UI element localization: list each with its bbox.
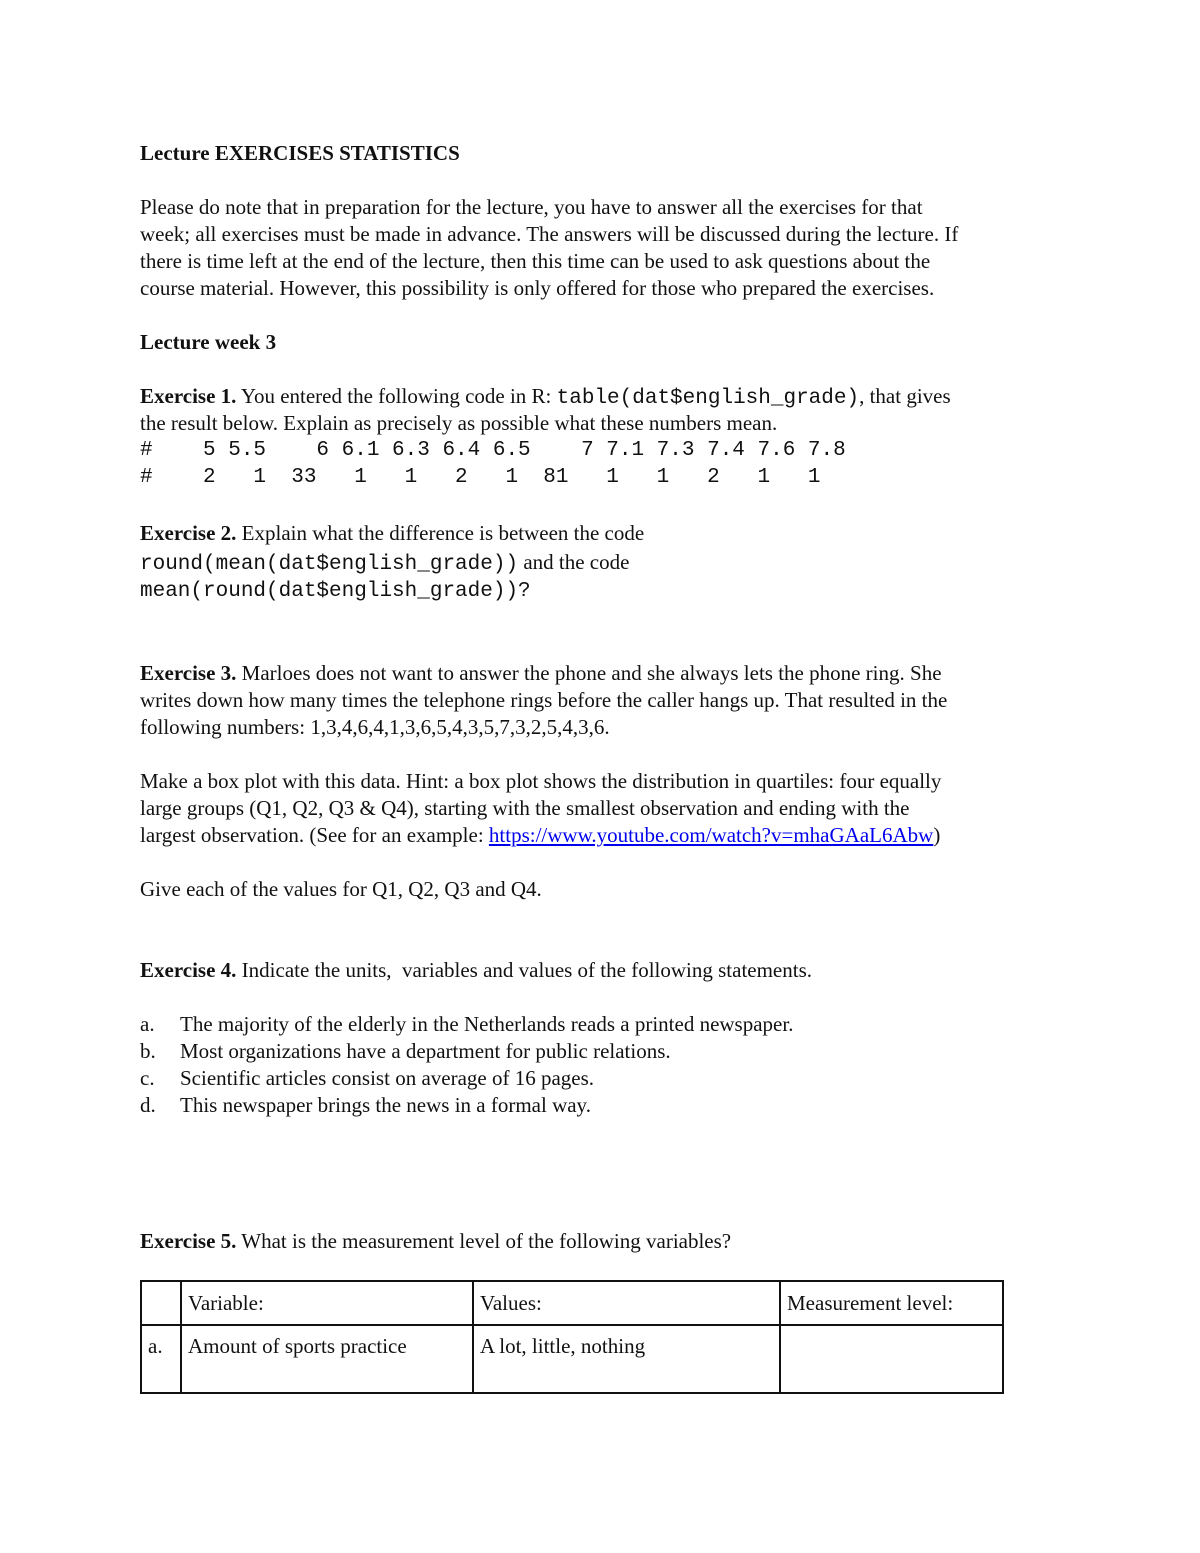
table-header-cell — [141, 1281, 181, 1325]
exercise-2-code-2: mean(round(dat$english_grade))? — [140, 580, 531, 603]
table-header-cell: Variable: — [181, 1281, 473, 1325]
list-item — [140, 1038, 671, 1065]
exercise-4-text: Indicate the units, variables and values of the following statements. — [236, 958, 813, 982]
exercise-5-text: What is the measurement level of the following variables? — [236, 1229, 732, 1253]
table-header-cell: Measurement level: — [780, 1281, 1003, 1325]
intro-line-1: Please do note that in preparation for the lecture, you have to answer all the exercises for that — [140, 195, 923, 219]
exercise-1-text-b: , that gives — [859, 384, 951, 408]
exercise-3-label: Exercise 3. — [140, 661, 237, 685]
list-item-text: Most organizations have a department for public relations. — [180, 1039, 671, 1063]
table-row — [141, 1325, 1003, 1393]
table-header-cell: Values: — [473, 1281, 780, 1325]
exercise-3-hint-line-2: large groups (Q1, Q2, Q3 & Q4), starting with the smallest observation and ending with the — [140, 796, 910, 820]
exercise-2-line-1 — [140, 520, 644, 547]
exercise-2-code-1: round(mean(dat$english_grade)) — [140, 553, 519, 576]
exercise-3-text-1: Marloes does not want to answer the phone and she always lets the phone ring. She — [236, 661, 942, 685]
list-item-text: This newspaper brings the news in a formal way. — [180, 1093, 591, 1117]
exercise-2-text: Explain what the difference is between the code — [236, 521, 645, 545]
list-item — [140, 1092, 591, 1119]
exercise-3-line-1 — [140, 660, 942, 687]
list-marker: b. — [140, 1039, 156, 1063]
table-cell: a. — [141, 1325, 181, 1393]
exercise-5-label: Exercise 5. — [140, 1229, 237, 1253]
exercise-2-label: Exercise 2. — [140, 521, 237, 545]
exercise-2-line-2 — [140, 547, 629, 580]
table-cell: Amount of sports practice — [181, 1325, 473, 1393]
table-cell-answer[interactable] — [780, 1325, 1003, 1393]
exercise-4-line-1 — [140, 957, 812, 984]
exercise-1-line-1 — [140, 383, 951, 412]
document-title: Lecture EXERCISES STATISTICS — [140, 141, 460, 165]
exercise-1-label: Exercise 1. — [140, 384, 237, 408]
week-heading: Lecture week 3 — [140, 330, 277, 354]
exercise-3-hint-line-3 — [140, 822, 940, 849]
list-marker: d. — [140, 1093, 156, 1117]
exercise-3-line-3: following numbers: 1,3,4,6,4,1,3,6,5,4,3,5,7,3,2,5,4,3,6. — [140, 715, 610, 739]
exercise-5-line-1 — [140, 1228, 731, 1255]
exercise-3-line-2: writes down how many times the telephone rings before the caller hangs up. That resulted in the — [140, 688, 948, 712]
list-marker: a. — [140, 1012, 155, 1036]
list-item-text: Scientific articles consist on average of 16 pages. — [180, 1066, 595, 1090]
intro-line-4: course material. However, this possibility is only offered for those who prepared the exercises. — [140, 276, 935, 300]
exercise-3-hint-post: ) — [933, 823, 941, 847]
list-marker: c. — [140, 1066, 155, 1090]
list-item — [140, 1011, 793, 1038]
youtube-link[interactable]: https://www.youtube.com/watch?v=mhaGAaL6Abw — [488, 823, 934, 847]
exercise-1-line-2: the result below. Explain as precisely as possible what these numbers mean. — [140, 411, 778, 435]
exercise-1-text-a: You entered the following code in R: — [236, 384, 557, 408]
list-item — [140, 1065, 594, 1092]
exercise-4-label: Exercise 4. — [140, 958, 237, 982]
exercise-3-hint-pre: largest observation. (See for an example: — [140, 823, 489, 847]
exercise-3-question: Give each of the values for Q1, Q2, Q3 and Q4. — [140, 877, 542, 901]
intro-line-2: week; all exercises must be made in advance. The answers will be discussed during the lecture. If — [140, 222, 959, 246]
exercise-1-output-values: # 5 5.5 6 6.1 6.3 6.4 6.5 7 7.1 7.3 7.4 7.6 7.8 — [140, 439, 846, 462]
table-header-row — [141, 1281, 1003, 1325]
exercise-2-mid: and the code — [518, 550, 630, 574]
exercise-1-code: table(dat$english_grade) — [556, 387, 860, 410]
exercise-3-hint-line-1: Make a box plot with this data. Hint: a box plot shows the distribution in quartiles: four equally — [140, 769, 942, 793]
table-cell: A lot, little, nothing — [473, 1325, 780, 1393]
exercise-1-output-counts: # 2 1 33 1 1 2 1 81 1 1 2 1 1 — [140, 466, 821, 489]
measurement-level-table — [140, 1280, 1004, 1394]
list-item-text: The majority of the elderly in the Netherlands reads a printed newspaper. — [180, 1012, 794, 1036]
intro-line-3: there is time left at the end of the lecture, then this time can be used to ask questions about the — [140, 249, 931, 273]
